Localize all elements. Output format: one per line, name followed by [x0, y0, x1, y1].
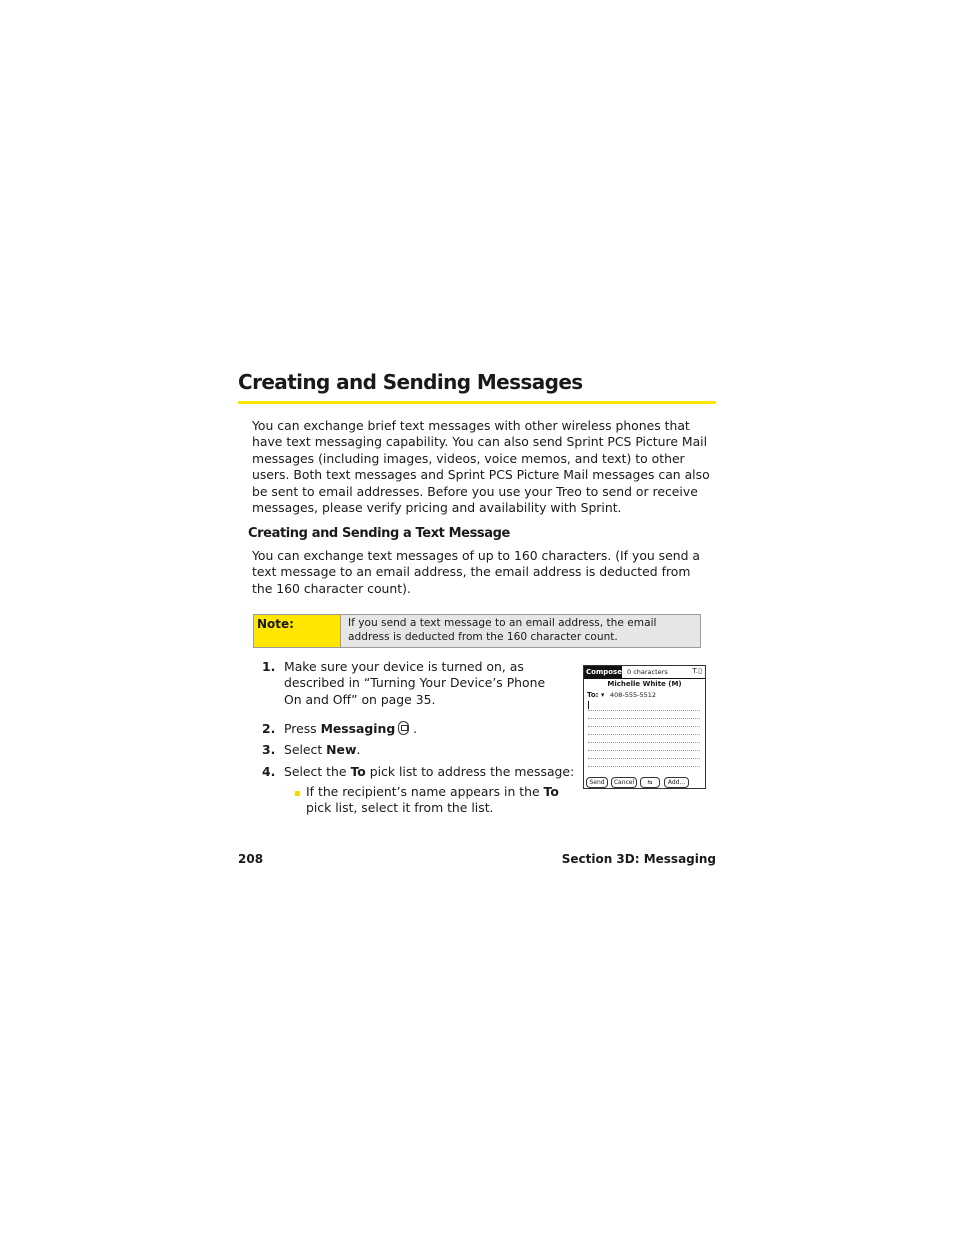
step-text: Select New. [284, 742, 361, 757]
step-text: Press Messaging . [284, 721, 418, 736]
title-underline [238, 401, 716, 404]
cancel-button[interactable]: Cancel [611, 777, 637, 788]
contact-name: Michelle White (M) [607, 680, 682, 688]
message-line [588, 742, 700, 743]
note-box [253, 614, 701, 648]
step-number: 2. [262, 721, 276, 736]
text-cursor [588, 701, 589, 709]
message-line [588, 734, 700, 735]
message-line [588, 718, 700, 719]
to-number: 408-555-5512 [610, 691, 657, 699]
chevron-down-icon: ▾ [600, 691, 605, 699]
step-number: 3. [262, 742, 276, 757]
phone-compose-screenshot [583, 665, 706, 789]
bullet-text: If the recipient’s name appears in the To pick list, select it from the list. [306, 784, 559, 816]
note-text: If you send a text message to an email address, the email address is deducted from the 160 character count. [341, 615, 700, 647]
section-label: Section 3D: Messaging [561, 852, 716, 866]
message-line [588, 710, 700, 711]
attach-button[interactable] [640, 777, 660, 788]
message-line [588, 758, 700, 759]
step-text: Select the To pick list to address the message: [284, 764, 575, 779]
note-label: Note: [254, 615, 341, 647]
attachment-icon: ⇆ [647, 779, 653, 786]
add-button[interactable]: Add... [664, 777, 689, 788]
page-number: 208 [238, 852, 264, 866]
sub-intro-paragraph: You can exchange text messages of up to 160 characters. (If you send a text message to an email address, the email address is deducted from the 160 character count). [252, 548, 701, 596]
subheading: Creating and Sending a Text Message [248, 526, 510, 541]
bullet-icon [295, 791, 300, 796]
message-line [588, 726, 700, 727]
message-line [588, 750, 700, 751]
page-title: Creating and Sending Messages [238, 370, 583, 394]
step-text: Make sure your device is turned on, as described in “Turning Your Device’s Phone On and Off” on page 35. [284, 659, 546, 707]
signal-battery-icon: T.▯ [692, 667, 702, 675]
compose-tab[interactable]: Compose [586, 668, 622, 676]
send-button[interactable]: Send [586, 777, 608, 788]
message-line [588, 766, 700, 767]
step-number: 1. [262, 659, 276, 674]
intro-paragraph: You can exchange brief text messages with other wireless phones that have text messaging capability. You can also send Sprint PCS Picture Mail messages (including images, videos, voice memos, and text) to other users. Both text messages and Sprint PCS Picture Mail messages can also be sent to email addresses. Before you use your Treo to send or receive messages, please verify pricing and availability with Sprint. [252, 418, 710, 516]
step-number: 4. [262, 764, 276, 779]
messaging-icon [398, 721, 409, 735]
to-picklist[interactable]: To: ▾ [587, 691, 605, 699]
header-divider [584, 678, 705, 679]
character-count: 0 characters [627, 668, 668, 676]
